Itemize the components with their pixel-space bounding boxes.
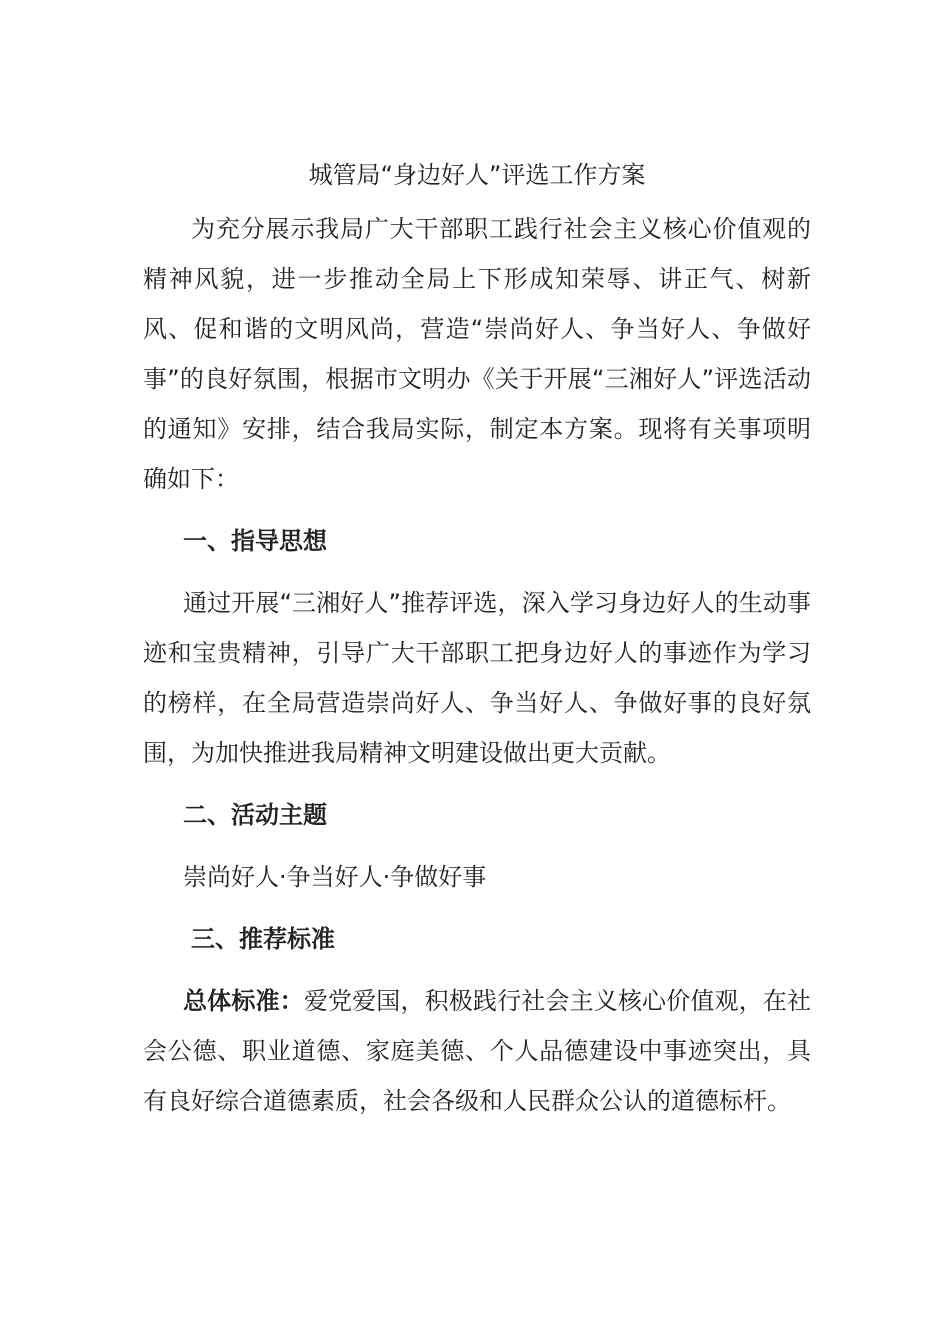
section-heading-guiding-ideology: 一、指导思想	[183, 527, 327, 555]
document-page	[143, 150, 811, 1126]
criteria-text: 爱党爱国，积极践行社会主义核心价值观，在社会公德、职业道德、家庭美德、个人品德建设中事迹突出，具有良好综合道德素质，社会各级和人民群众公认的道德标杆。	[143, 987, 812, 1115]
section-body-recommendation-criteria	[143, 976, 811, 1126]
section-heading-activity-theme: 二、活动主题	[183, 801, 327, 829]
document-title: 城管局“身边好人”评选工作方案	[308, 161, 646, 189]
intro-paragraph: 为充分展示我局广大干部职工践行社会主义核心价值观的精神风貌，进一步推动全局上下形成知荣辱、讲正气、树新风、促和谐的文明风尚，营造“崇尚好人、争当好人、争做好事”的良好氛围，根据市文明办《关于开展“三湘好人”评选活动的通知》安排，结合我局实际，制定本方案。现将有关事项明确如下：	[143, 215, 811, 493]
section-body-guiding-ideology: 通过开展“三湘好人”推荐评选，深入学习身边好人的生动事迹和宝贵精神，引导广大干部职工把身边好人的事迹作为学习的榜样，在全局营造崇尚好人、争当好人、争做好事的良好氛围，为加快推进我局精神文明建设做出更大贡献。	[143, 589, 811, 767]
criteria-lead-label: 总体标准：	[183, 987, 304, 1015]
section-body-activity-theme: 崇尚好人·争当好人·争做好事	[183, 863, 487, 891]
section-heading-recommendation-criteria: 三、推荐标准	[191, 925, 335, 953]
